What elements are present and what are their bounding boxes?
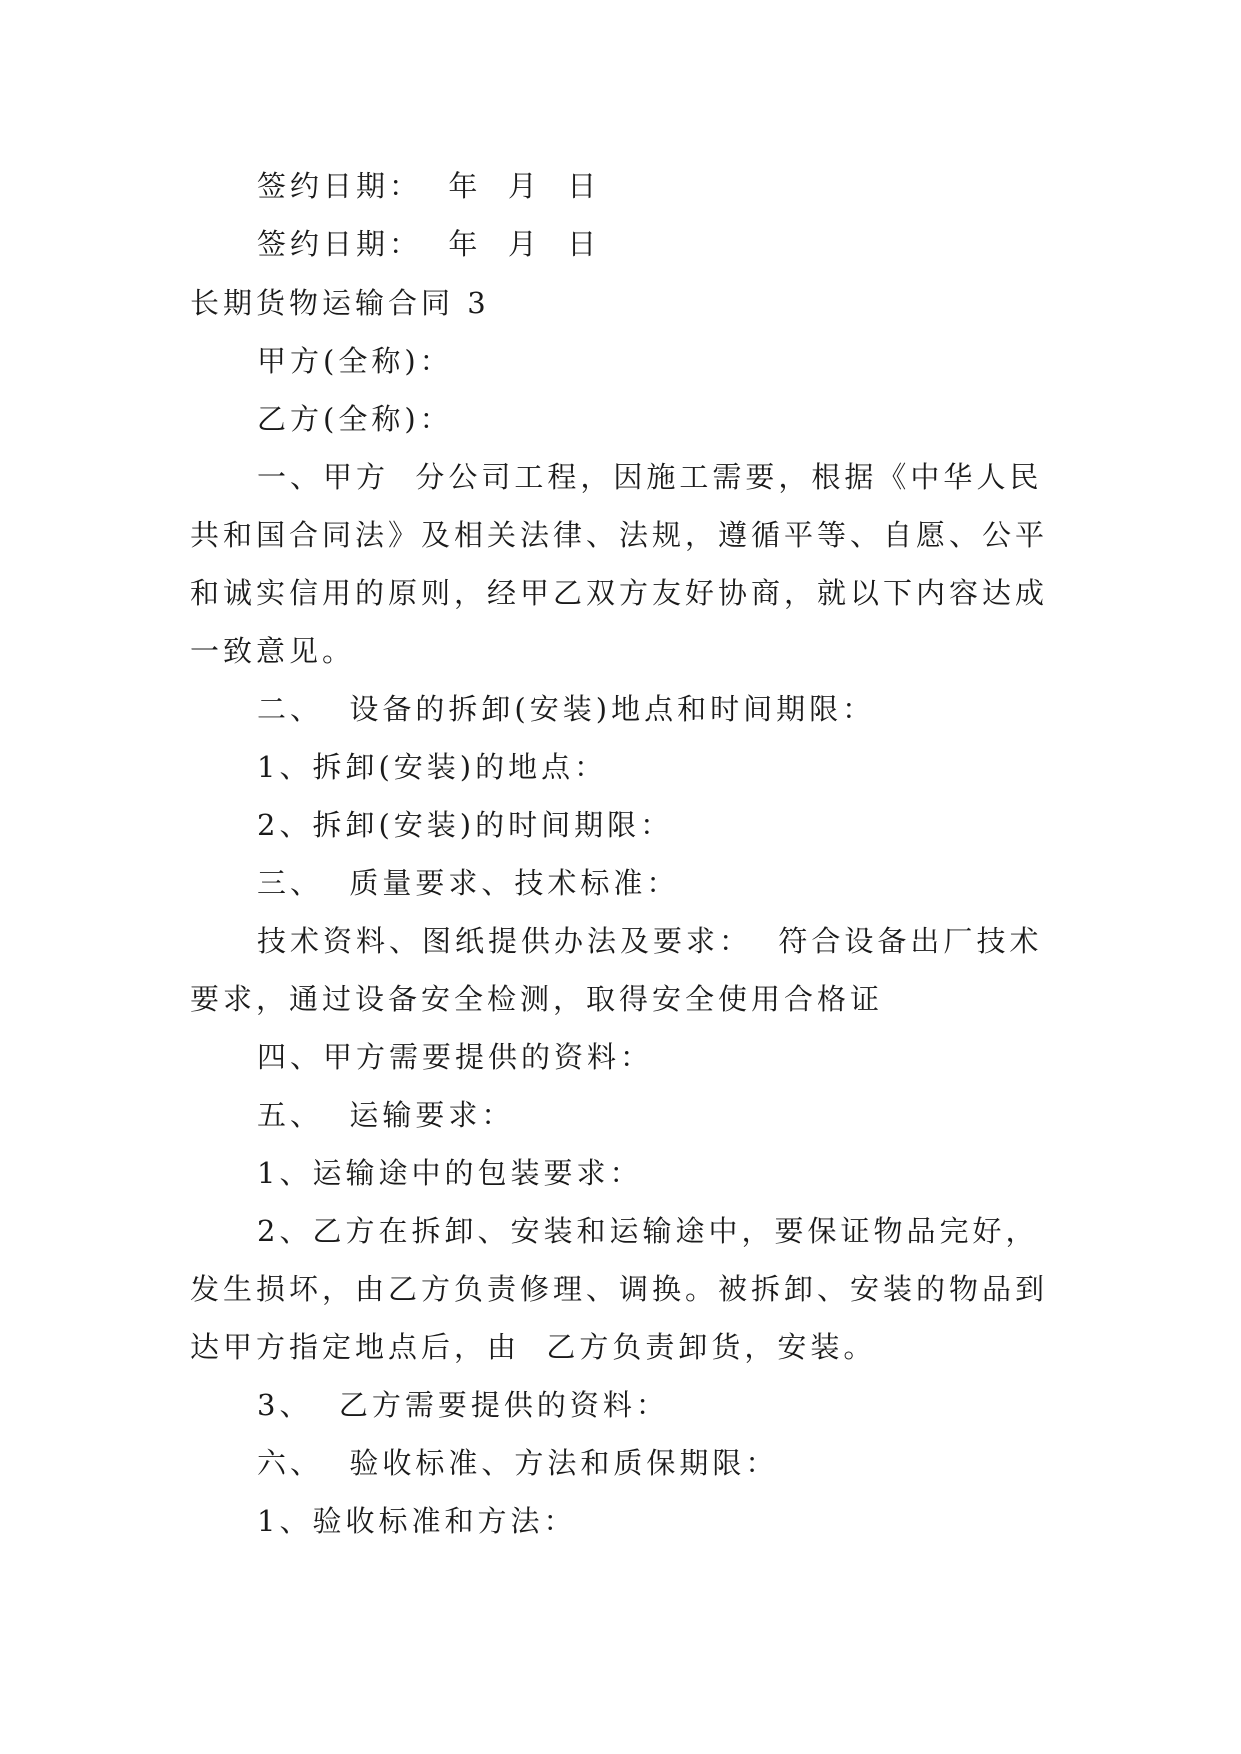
contract-title: 长期货物运输合同 3 bbox=[190, 286, 490, 320]
paragraph-line: 达甲方指定地点后，由 乙方负责卸货，安装。 bbox=[190, 1330, 877, 1364]
paragraph-line: 发生损坏，由乙方负责修理、调换。被拆卸、安装的物品到 bbox=[190, 1272, 1049, 1306]
party-b-line: 乙方(全称)： bbox=[257, 402, 453, 436]
signing-date-line: 签约日期： 年 月 日 bbox=[257, 227, 601, 261]
section-heading: 三、 质量要求、技术标准： bbox=[257, 866, 680, 900]
list-item: 1、拆卸(安装)的地点： bbox=[257, 750, 608, 784]
section-heading: 五、 运输要求： bbox=[257, 1098, 515, 1132]
paragraph-line: 要求，通过设备安全检测，取得安全使用合格证 bbox=[190, 982, 884, 1016]
paragraph-line: 一、甲方 分公司工程，因施工需要，根据《中华人民 bbox=[257, 460, 1043, 494]
list-item: 2、拆卸(安装)的时间期限： bbox=[257, 808, 674, 842]
list-item: 1、验收标准和方法： bbox=[257, 1504, 577, 1538]
paragraph-line: 技术资料、图纸提供办法及要求： 符合设备出厂技术 bbox=[257, 924, 1043, 958]
list-item: 3、 乙方需要提供的资料： bbox=[257, 1388, 669, 1422]
list-item: 2、乙方在拆卸、安装和运输途中，要保证物品完好， bbox=[257, 1214, 1039, 1248]
list-item: 1、运输途中的包装要求： bbox=[257, 1156, 643, 1190]
section-heading: 二、 设备的拆卸(安装)地点和时间期限： bbox=[257, 692, 876, 726]
paragraph-line: 和诚实信用的原则，经甲乙双方友好协商，就以下内容达成 bbox=[190, 576, 1049, 610]
section-heading: 六、 验收标准、方法和质保期限： bbox=[257, 1446, 779, 1480]
section-heading: 四、甲方需要提供的资料： bbox=[257, 1040, 654, 1074]
party-a-line: 甲方(全称)： bbox=[257, 344, 453, 378]
paragraph-line: 共和国合同法》及相关法律、法规，遵循平等、自愿、公平 bbox=[190, 518, 1049, 552]
signing-date-line: 签约日期： 年 月 日 bbox=[257, 169, 601, 203]
paragraph-line: 一致意见。 bbox=[190, 634, 356, 668]
